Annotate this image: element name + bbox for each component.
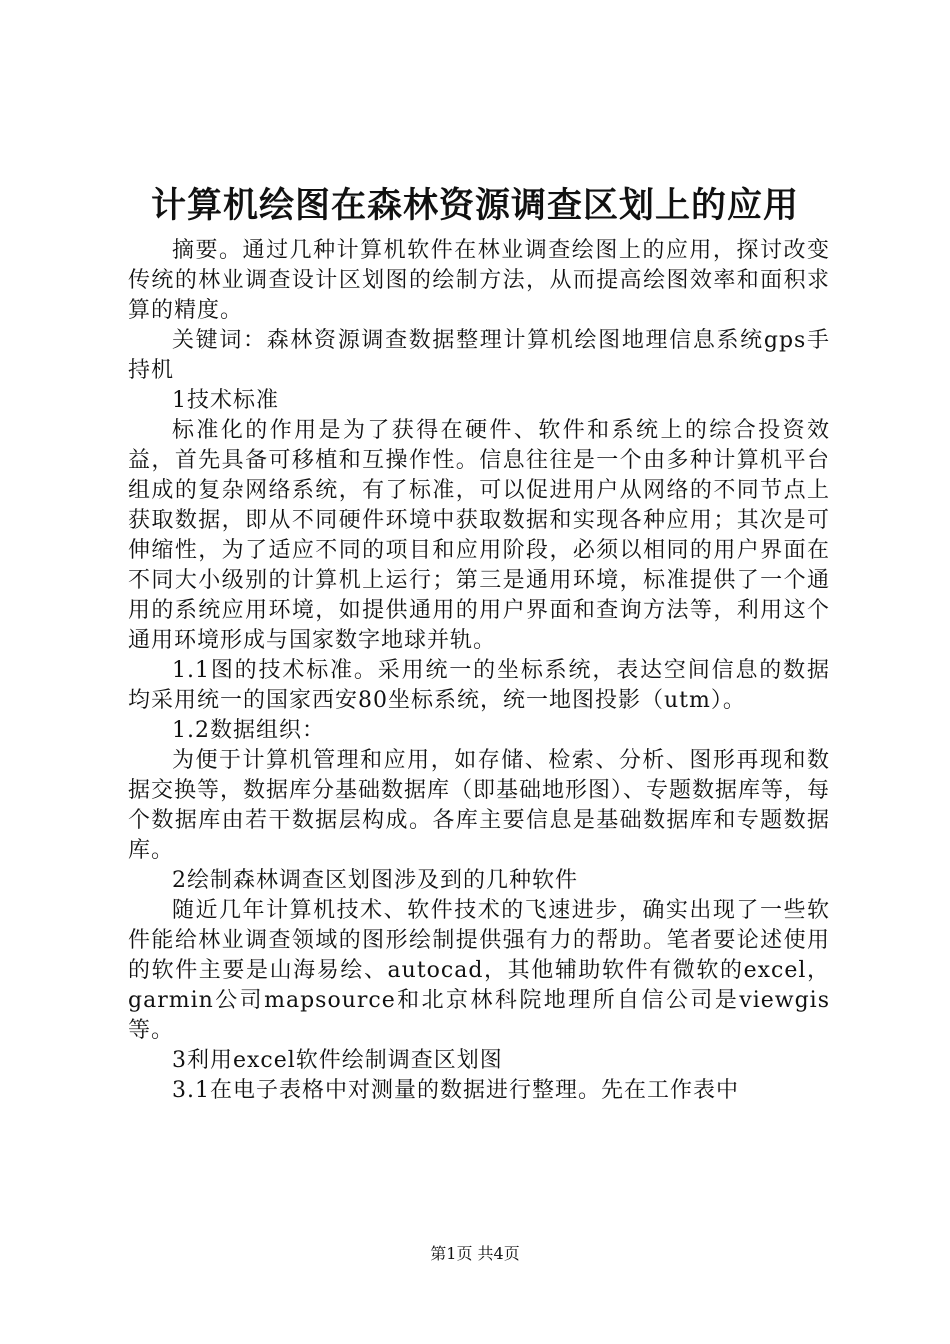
document-title: 计算机绘图在森林资源调查区划上的应用 — [150, 186, 799, 226]
body-paragraph: 1.1图的技术标准。采用统一的坐标系统，表达空间信息的数据均采用统一的国家西安80坐标系统，统一地图投影（utm）。 — [128, 658, 830, 713]
document-body — [128, 236, 830, 1106]
section-heading-1: 1技术标准 — [172, 388, 279, 413]
subsection-heading-1-2: 1.2数据组织： — [172, 718, 325, 743]
page-footer: 第1页 共4页 — [430, 1244, 520, 1263]
body-paragraph: 标准化的作用是为了获得在硬件、软件和系统上的综合投资效益，首先具备可移植和互操作性。信息往往是一个由多种计算机平台组成的复杂网络系统，有了标准，可以促进用户从网络的不同节点上获取数据，即从不同硬件环境中获取数据和实现各种应用；其次是可伸缩性，为了适应不同的项目和应用阶段，必须以相同的用户界面在不同大小级别的计算机上运行；第三是通用环境，标准提供了一个通用的系统应用环境，如提供通用的用户界面和查询方法等，利用这个通用环境形成与国家数字地球并轨。 — [128, 418, 830, 653]
body-paragraph: 随近几年计算机技术、软件技术的飞速进步，确实出现了一些软件能给林业调查领域的图形绘制提供强有力的帮助。笔者要论述使用的软件主要是山海易绘、autocad，其他辅助软件有微软的excel，garmin公司mapsource和北京林科院地理所自信公司是viewgis等。 — [128, 898, 830, 1043]
keywords-paragraph: 关键词：森林资源调查数据整理计算机绘图地理信息系统gps手持机 — [128, 328, 830, 383]
body-paragraph: 3.1在电子表格中对测量的数据进行整理。先在工作表中 — [172, 1078, 739, 1103]
section-heading-2: 2绘制森林调查区划图涉及到的几种软件 — [172, 868, 578, 893]
section-heading-3: 3利用excel软件绘制调查区划图 — [172, 1048, 503, 1073]
body-paragraph: 为便于计算机管理和应用，如存储、检索、分析、图形再现和数据交换等，数据库分基础数据库（即基础地形图）、专题数据库等，每个数据库由若干数据层构成。各库主要信息是基础数据库和专题数据库。 — [128, 748, 831, 863]
abstract-paragraph: 摘要。通过几种计算机软件在林业调查绘图上的应用，探讨改变传统的林业调查设计区划图的绘制方法，从而提高绘图效率和面积求算的精度。 — [128, 238, 830, 323]
